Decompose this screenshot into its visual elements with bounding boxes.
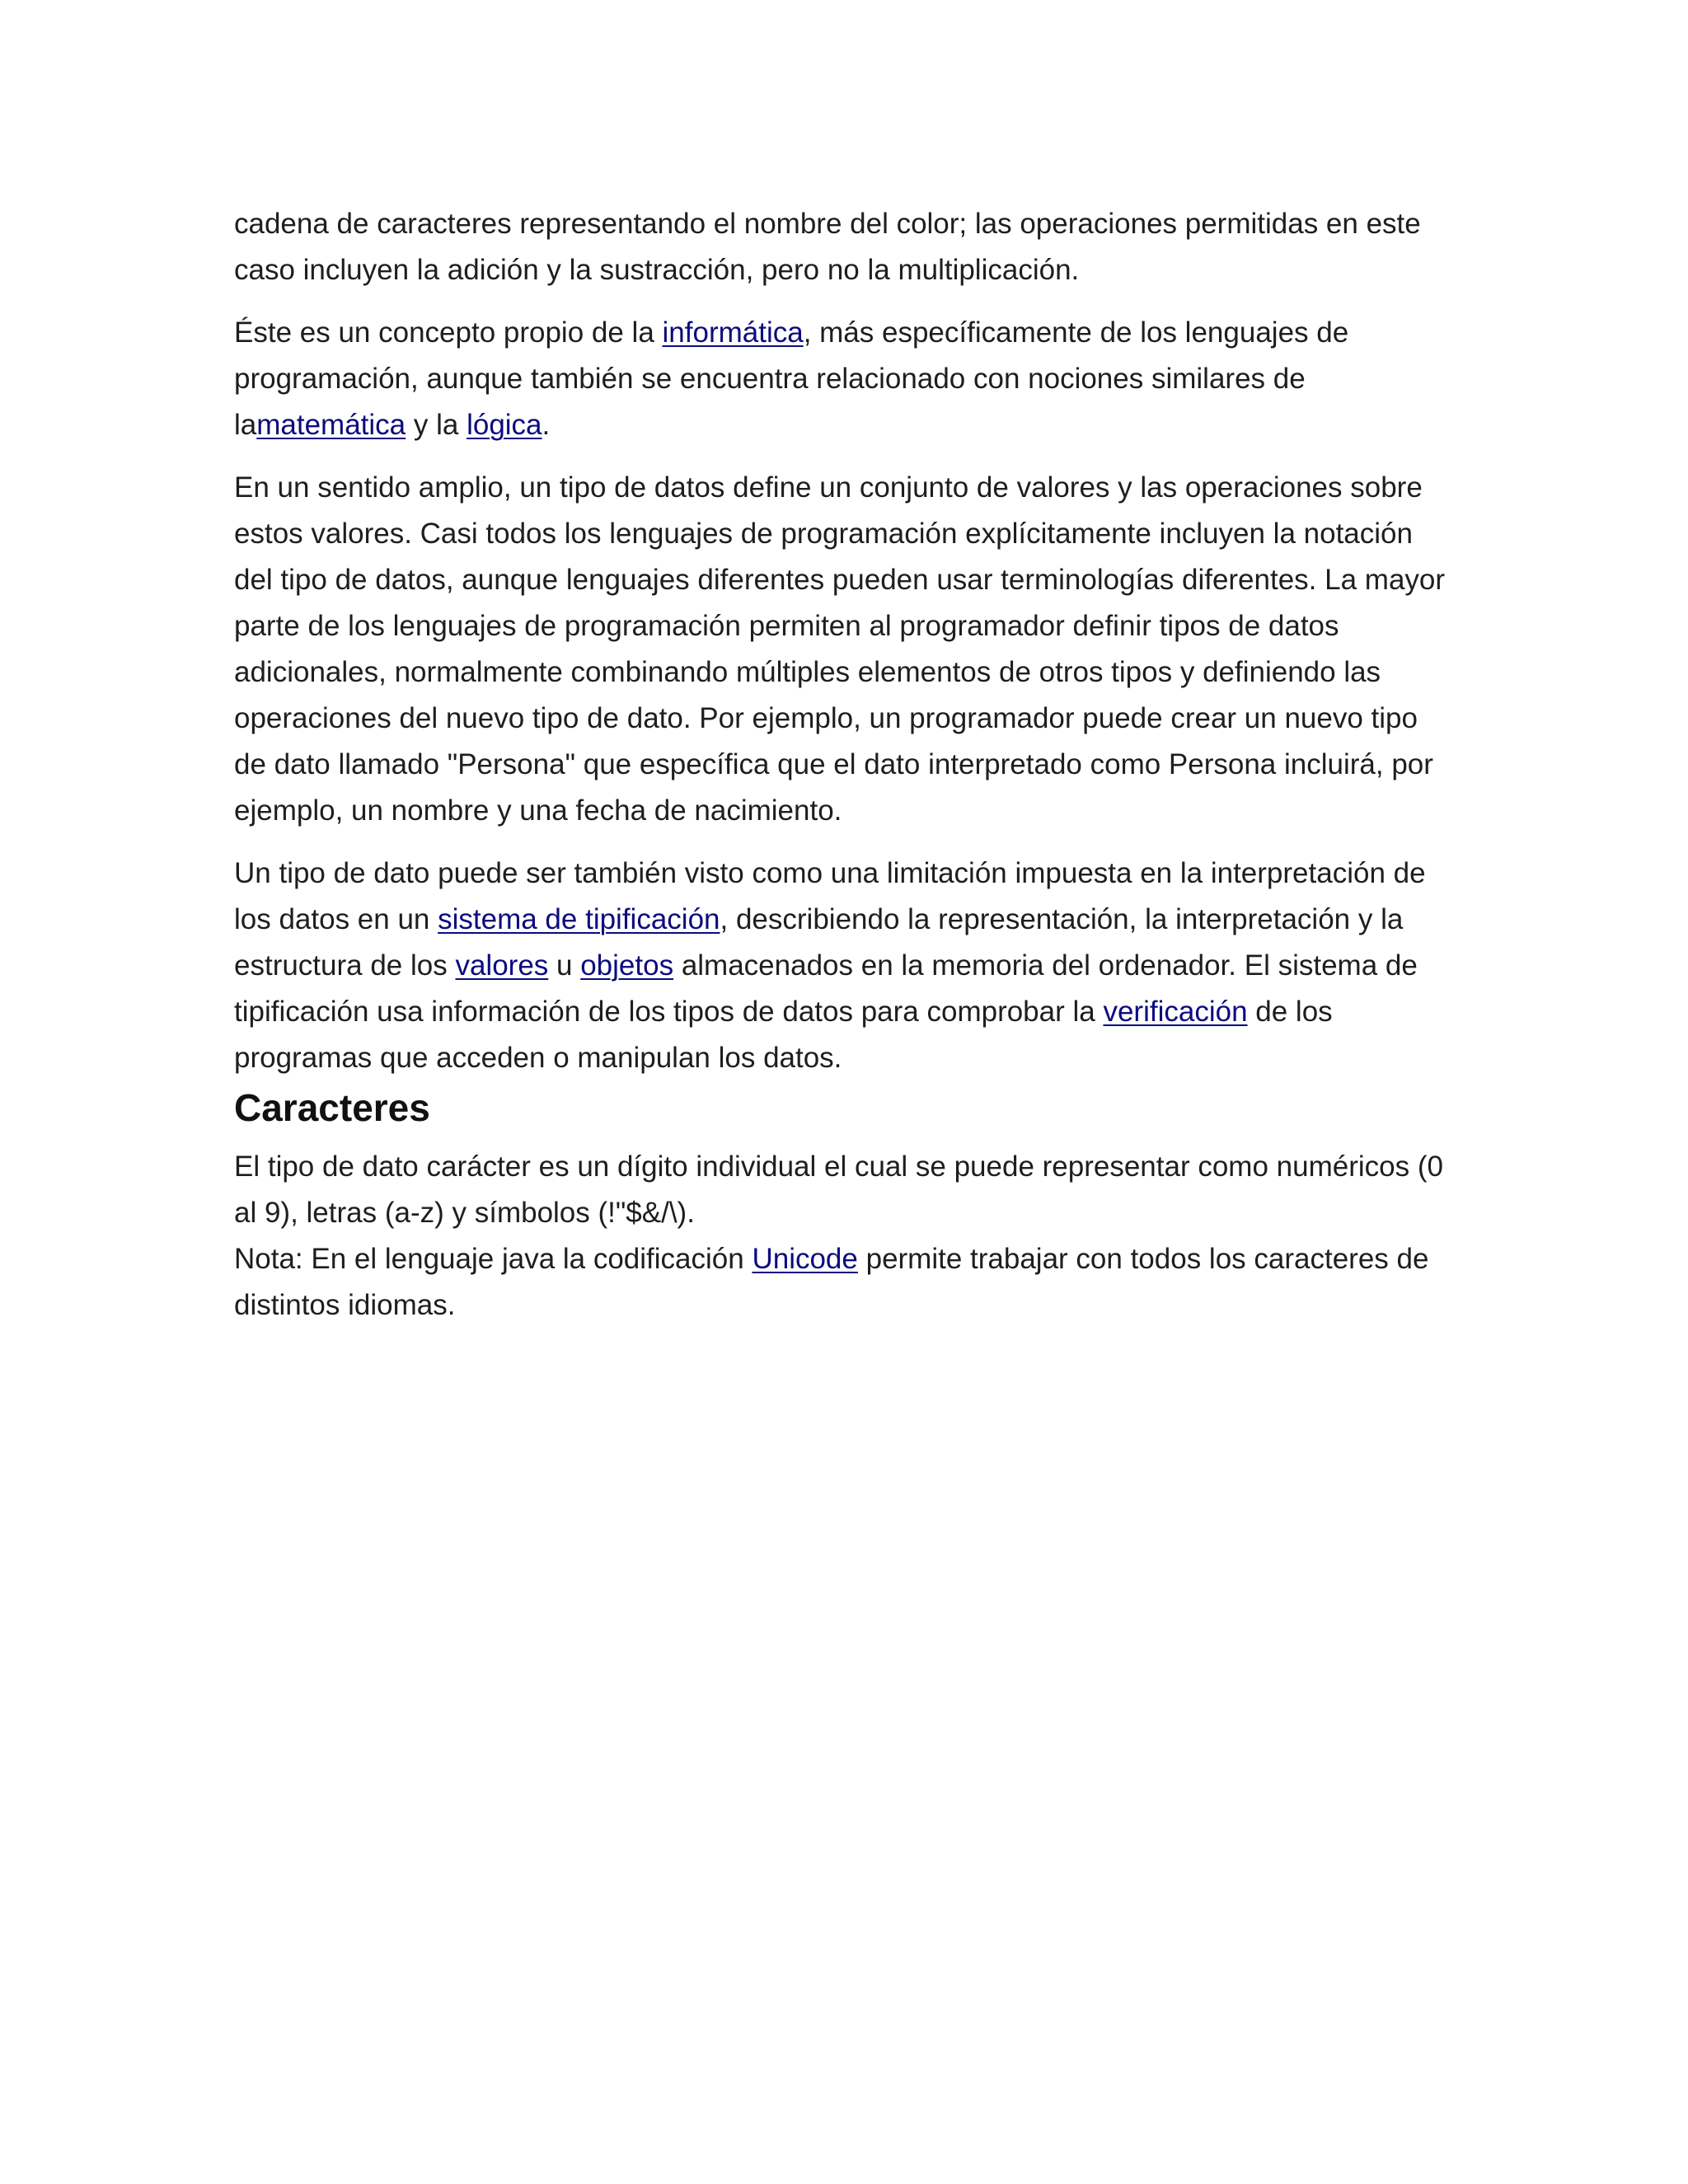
paragraph-text: cadena de caracteres representando el nombre del color; las operaciones permitidas en este caso incluyen la adición y la sustracción, pero no la multiplicación. — [234, 208, 1421, 286]
link-sistema-de-tipificacion[interactable]: sistema de tipificación — [438, 903, 720, 935]
paragraph-text: de los programas que acceden o manipulan los datos. — [234, 996, 1333, 1074]
link-objetos[interactable]: objetos — [580, 949, 674, 982]
link-unicode[interactable]: Unicode — [752, 1243, 858, 1275]
link-logica[interactable]: lógica — [467, 409, 542, 441]
paragraph-concept-informatica — [234, 310, 1454, 448]
section-heading-caracteres: Caracteres — [234, 1086, 430, 1129]
paragraph-broad-sense — [234, 465, 1454, 834]
link-valores[interactable]: valores — [455, 949, 549, 982]
paragraph-text: y la — [406, 409, 467, 441]
paragraph-character-type — [234, 1144, 1454, 1236]
paragraph-text: almacenados en la memoria del ordenador. El sistema de tipificación usa información de los tipos de datos para comprobar la — [234, 949, 1418, 1028]
paragraph-text: Un tipo de dato puede ser también visto como una limitación impuesta en la interpretación de los datos en un — [234, 857, 1426, 935]
paragraph-text: Éste es un concepto propio de la — [234, 316, 663, 349]
paragraph-text: , describiendo la representación, la interpretación y la estructura de los — [234, 903, 1404, 982]
link-informatica[interactable]: informática — [662, 316, 804, 349]
paragraph-type-limitation — [234, 851, 1454, 1081]
link-verificacion[interactable]: verificación — [1103, 996, 1248, 1028]
link-matematica[interactable]: matemática — [256, 409, 406, 441]
document-body — [234, 201, 1454, 1329]
paragraph-text: u — [548, 949, 581, 982]
paragraph-color-operations — [234, 201, 1454, 293]
paragraph-text: . — [542, 409, 551, 441]
paragraph-text: En un sentido amplio, un tipo de datos define un conjunto de valores y las operaciones sobre estos valores. Casi todos los lenguajes de programación explícitamente incluyen la notación del tipo de datos, aunque lenguajes diferentes pueden usar terminologías diferentes. La mayor parte de los lenguajes de programación permiten al programador definir tipos de datos adicionales, normalmente combinando múltiples elementos de otros tipos y definiendo las operaciones del nuevo tipo de dato. Por ejemplo, un programador puede crear un nuevo tipo de dato llamado "Persona" que específica que el dato interpretado como Persona incluirá, por ejemplo, un nombre y una fecha de nacimiento. — [234, 471, 1446, 827]
paragraph-unicode-note — [234, 1236, 1454, 1329]
paragraph-text: permite trabajar con todos los caracteres de distintos idiomas. — [234, 1243, 1429, 1321]
paragraph-text: El tipo de dato carácter es un dígito individual el cual se puede representar como numéricos (0 al 9), letras (a-z) y símbolos (!"$&/\). — [234, 1151, 1443, 1229]
paragraph-text: , más específicamente de los lenguajes de programación, aunque también se encuentra relacionado con nociones similares de la — [234, 316, 1349, 441]
paragraph-text: Nota: En el lenguaje java la codificación — [234, 1243, 753, 1275]
